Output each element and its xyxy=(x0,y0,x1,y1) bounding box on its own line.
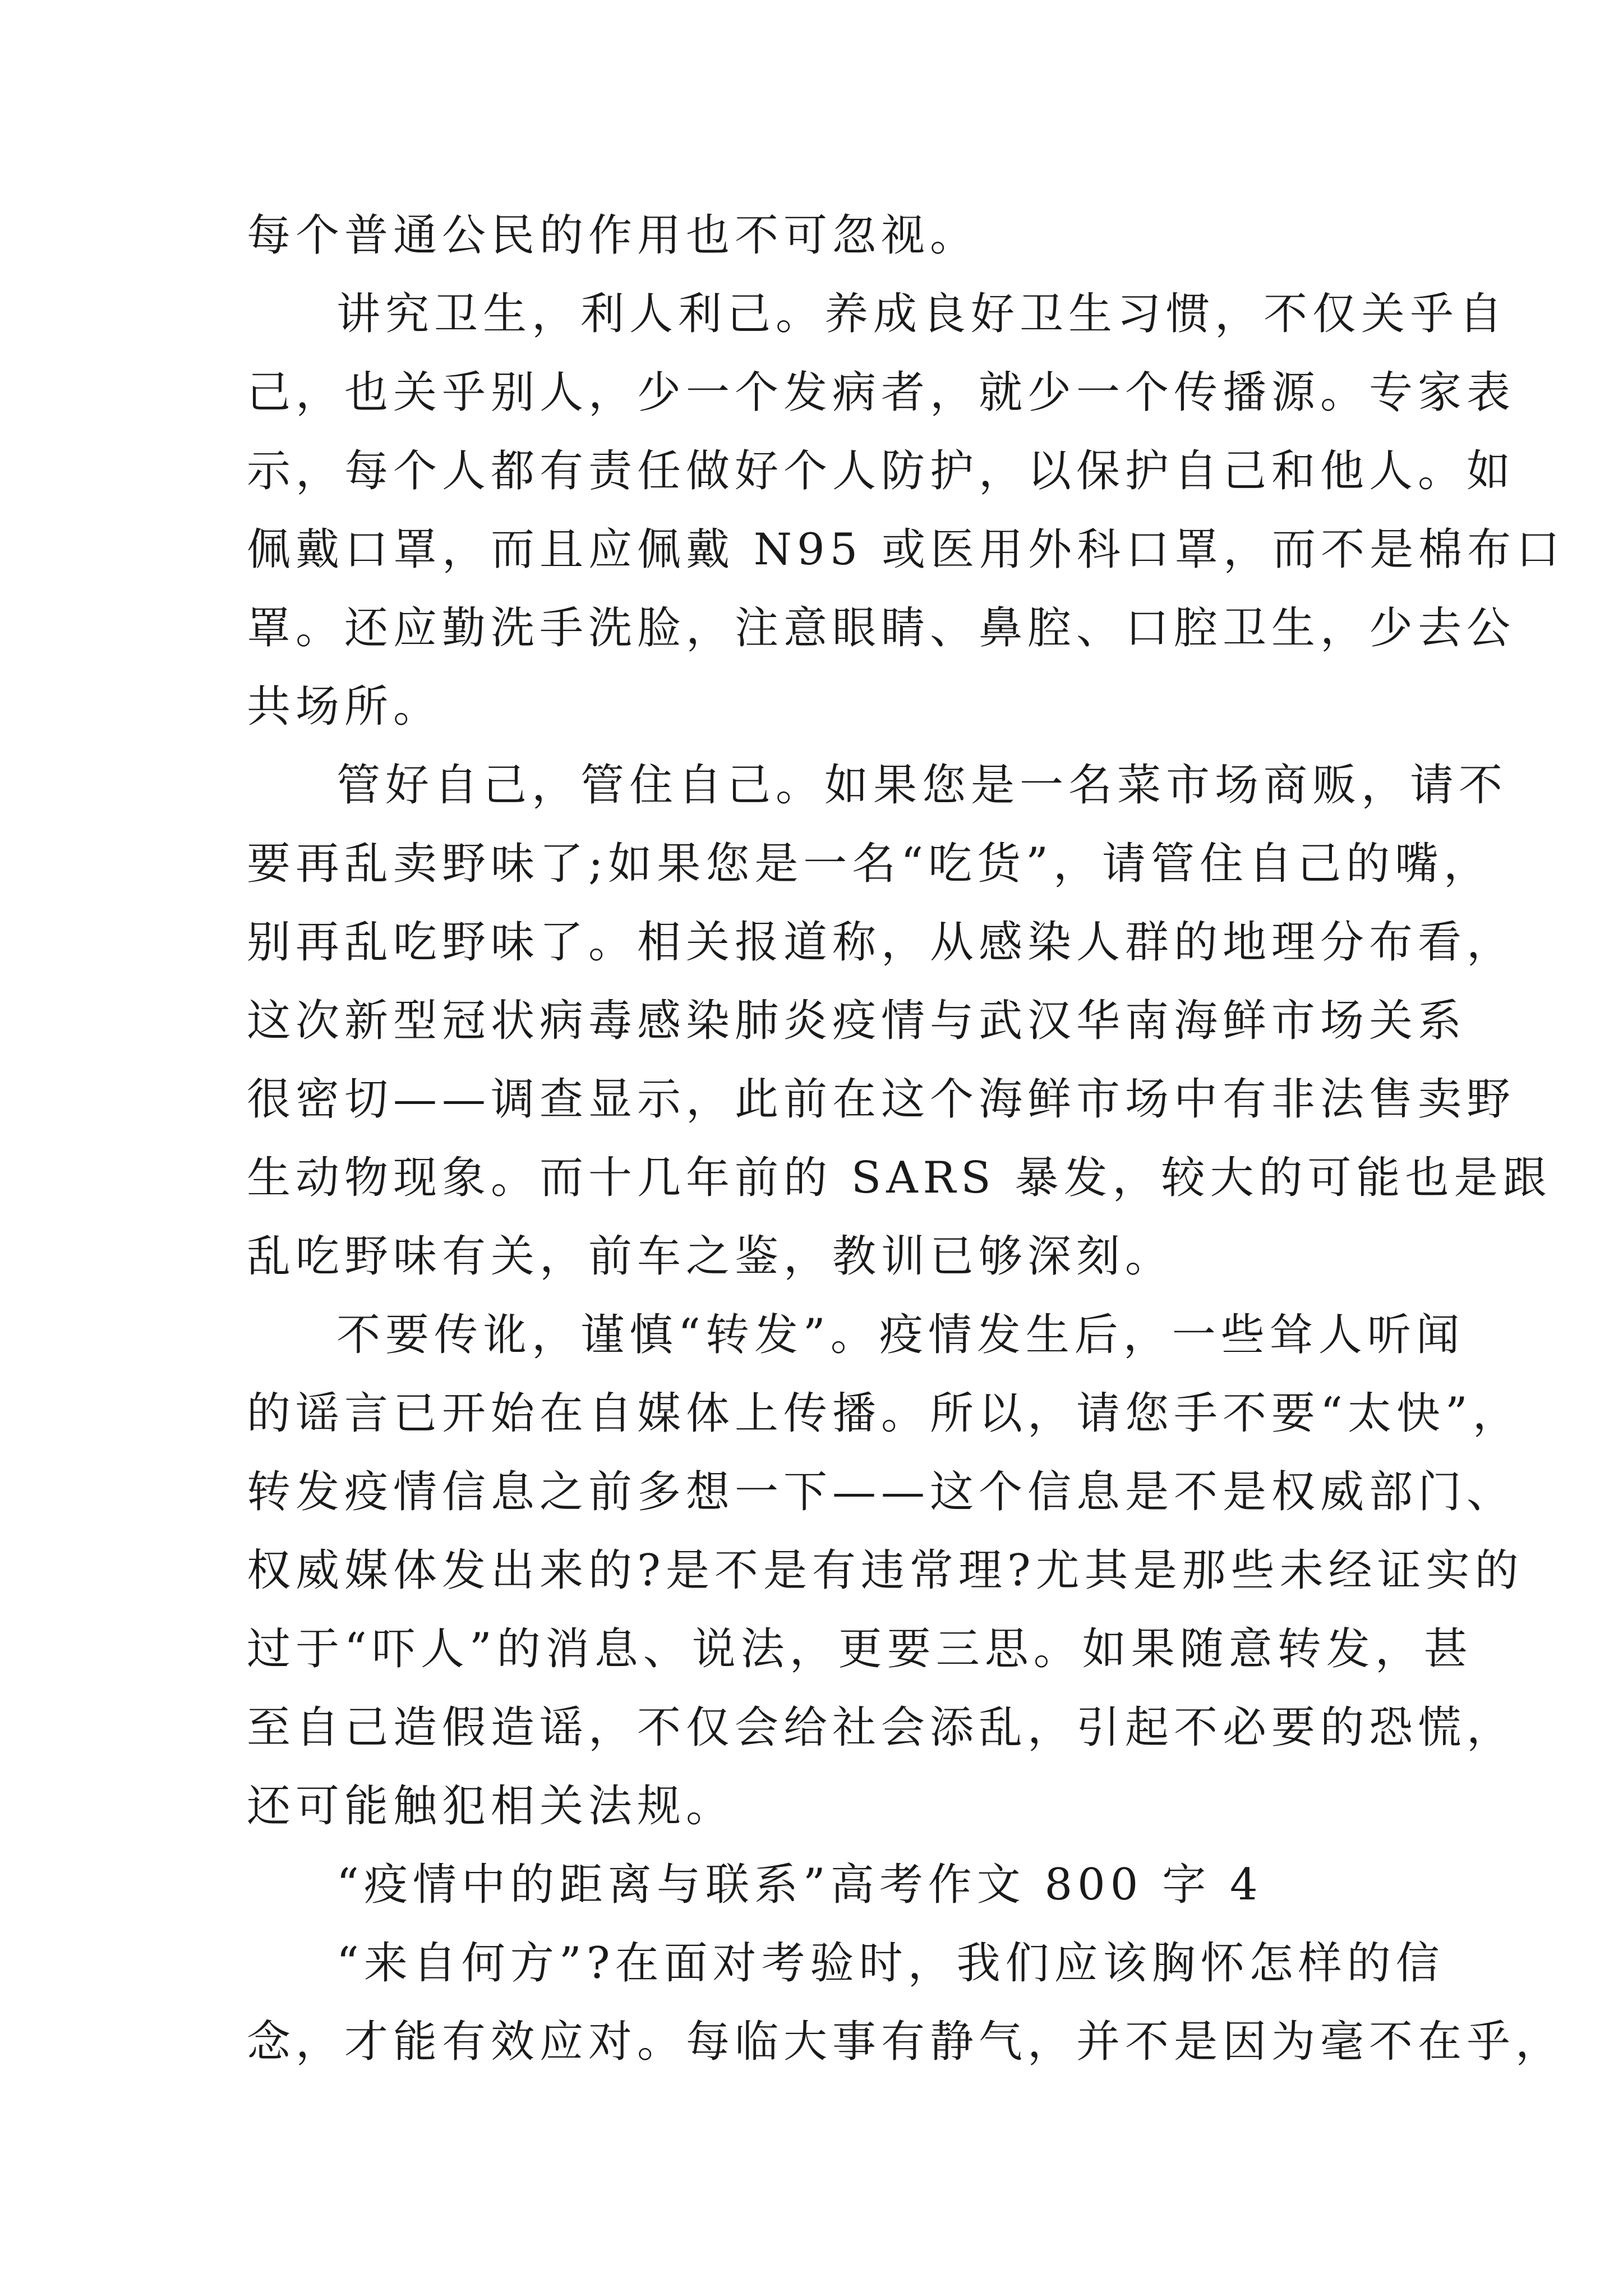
text-line: 别再乱吃野味了。相关报道称，从感染人群的地理分布看， xyxy=(247,917,1516,968)
text-line: 示，每个人都有责任做好个人防护，以保护自己和他人。如 xyxy=(247,446,1516,496)
text-line: 讲究卫生，利人利己。养成良好卫生习惯，不仅关乎自 xyxy=(336,289,1508,339)
text-line: 己，也关乎别人，少一个发病者，就少一个传播源。专家表 xyxy=(247,367,1516,418)
text-line: 权威媒体发出来的?是不是有违常理?尤其是那些未经证实的 xyxy=(247,1545,1524,1596)
text-line: “来自何方”?在面对考验时，我们应该胸怀怎样的信 xyxy=(336,1938,1445,1989)
text-line: 不要传讹，谨慎“转发”。疫情发生后，一些耸人听闻 xyxy=(336,1310,1465,1360)
text-line: 要再乱卖野味了;如果您是一名“吃货”，请管住自己的嘴， xyxy=(247,839,1493,889)
text-line: 念，才能有效应对。每临大事有静气，并不是因为毫不在乎， xyxy=(247,2017,1565,2067)
text-line: 每个普通公民的作用也不可忽视。 xyxy=(247,210,979,261)
text-line: 管好自己，管住自己。如果您是一名菜市场商贩，请不 xyxy=(336,760,1508,811)
text-line: 至自己造假造谣，不仅会给社会添乱，引起不必要的恐慌， xyxy=(247,1703,1516,1753)
text-line: 罩。还应勤洗手洗脸，注意眼睛、鼻腔、口腔卫生，少去公 xyxy=(247,603,1516,654)
text-line: 佩戴口罩，而且应佩戴 N95 或医用外科口罩，而不是棉布口 xyxy=(247,524,1565,575)
text-line: 很密切——调查显示，此前在这个海鲜市场中有非法售卖野 xyxy=(247,1074,1516,1125)
text-line: 这次新型冠状病毒感染肺炎疫情与武汉华南海鲜市场关系 xyxy=(247,996,1467,1046)
text-line: 转发疫情信息之前多想一下——这个信息是不是权威部门、 xyxy=(247,1467,1516,1517)
section-heading: “疫情中的距离与联系”高考作文 800 字 4 xyxy=(336,1860,1263,1910)
text-line: 过于“吓人”的消息、说法，更要三思。如果随意转发，甚 xyxy=(247,1624,1473,1674)
text-line: 乱吃野味有关，前车之鉴，教训已够深刻。 xyxy=(247,1231,1174,1282)
body-text xyxy=(247,196,1565,2081)
text-line: 共场所。 xyxy=(247,682,442,732)
text-line: 生动物现象。而十几年前的 SARS 暴发，较大的可能也是跟 xyxy=(247,1153,1552,1203)
text-line: 的谣言已开始在自媒体上传播。所以，请您手不要“太快”， xyxy=(247,1388,1521,1439)
text-line: 还可能触犯相关法规。 xyxy=(247,1781,735,1832)
